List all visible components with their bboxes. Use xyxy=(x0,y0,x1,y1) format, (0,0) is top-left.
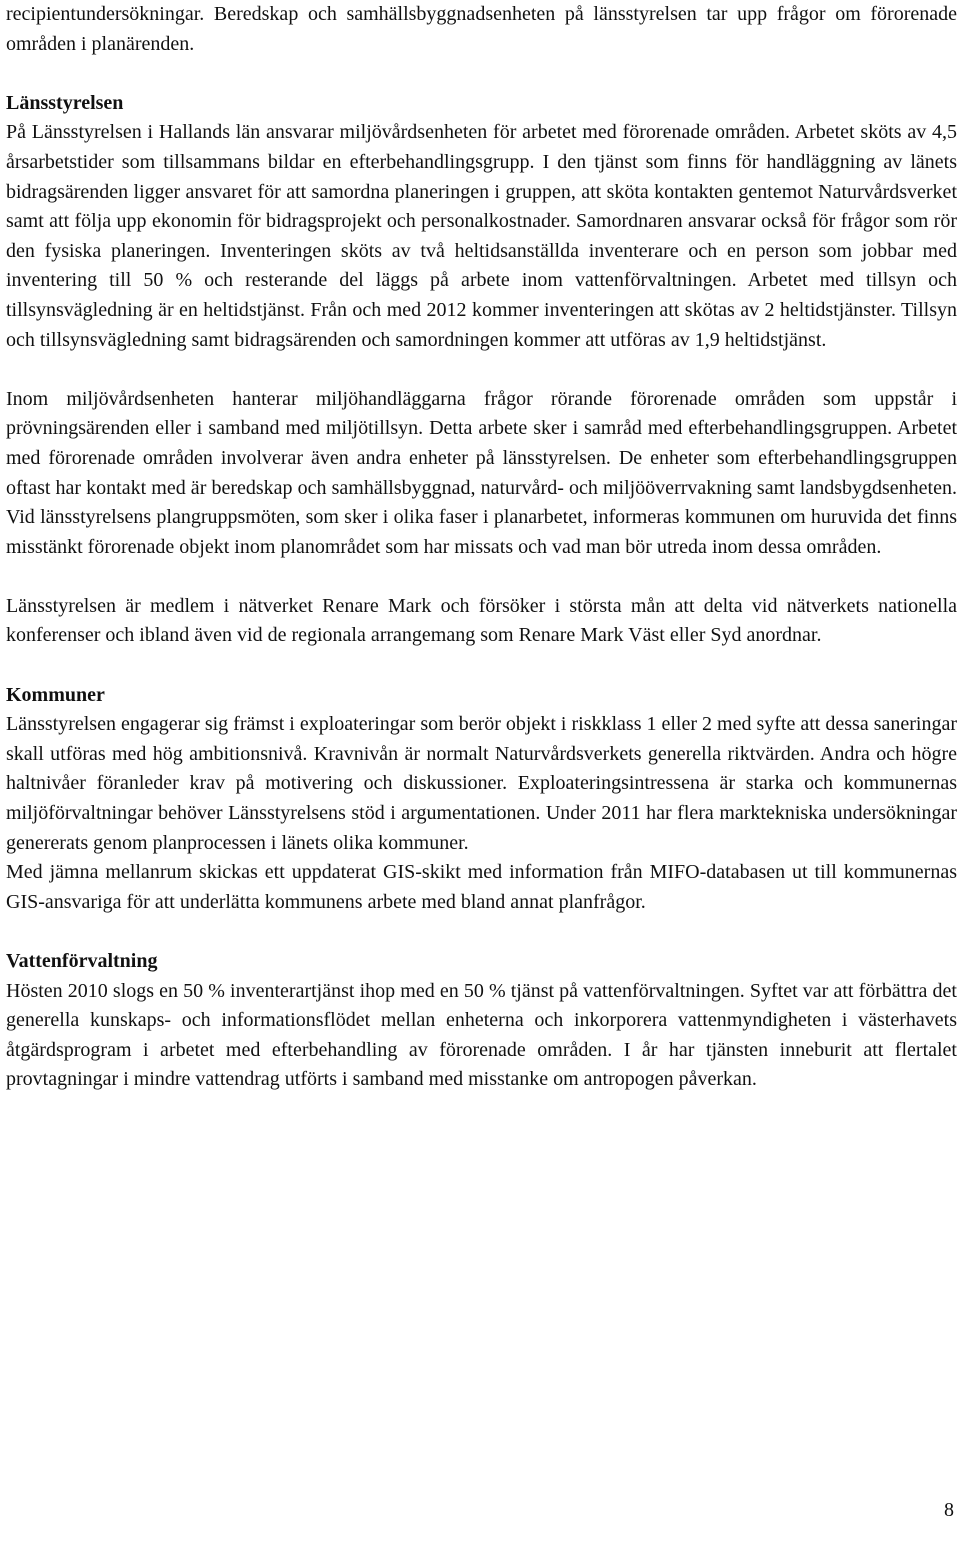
intro-paragraph: recipientundersökningar. Beredskap och samhällsbyggnadsenheten på länsstyrelsen tar upp frågor om förorenade områden i planärenden. xyxy=(6,3,957,55)
lansstyrelsen-paragraph: Inom miljövårdsenheten hanterar miljöhandläggarna frågor rörande förorenade områden som uppstår i prövningsärenden eller i samband med miljötillsyn. Detta arbete sker i samråd med efterbehandlingsgruppen. Arbetet med förorenade områden involverar även andra enheter på länsstyrelsen. De enheter som efterbehandlingsgruppen oftast har kontakt med är beredskap och samhällsbyggnad, naturvård- och miljööverrvakning samt landsbygdsenheten. Vid länsstyrelsens plangruppsmöten, som sker i olika faser i planarbetet, informeras kommunen om huruvida det finns misstänkt förorenade objekt inom planområdet som har missats och vad man bör utreda inom dessa områden. xyxy=(6,387,957,558)
vattenforvaltning-heading: Vattenförvaltning xyxy=(6,950,158,972)
lansstyrelsen-section xyxy=(6,89,957,355)
lansstyrelsen-paragraph: På Länsstyrelsen i Hallands län ansvarar miljövårdsenheten för arbetet med förorenade områden. Arbetet sköts av 4,5 årsarbetstider som tillsammans bildar en efterbehandlingsgrupp. I den tjänst som finns för handläggning av länets bidragsärenden ligger ansvaret för att samordna planeringen i gruppen, att sköta kontakten gentemot Naturvårdsverket samt att följa upp ekonomin för bidragsprojekt och personalkostnader. Samordnaren ansvarar också för frågor som rör den fysiska planeringen. Inventeringen sköts av två heltidsanställda inventerare och en person som jobbar med inventering till 50 % och resterande del läggs på arbete inom vattenförvaltningen. Arbetet med tillsyn och tillsynsvägledning är en heltidstjänst. Från och med 2012 kommer inventeringen att skötas av 2 heltidstjänster. Tillsyn och tillsynsvägledning samt bidragsärenden och samordningen kommer att utföras av 1,9 heltidstjänst. xyxy=(6,121,957,351)
kommuner-heading: Kommuner xyxy=(6,683,105,706)
lansstyrelsen-heading: Länsstyrelsen xyxy=(6,91,124,114)
vattenforvaltning-section xyxy=(6,947,957,1095)
lansstyrelsen-paragraph: Länsstyrelsen är medlem i nätverket Renare Mark och försöker i största mån att delta vid nätverkets nationella konferenser och ibland även vid de regionala arrangemang som Renare Mark Väst eller Syd anordnar. xyxy=(6,594,957,647)
document-page xyxy=(6,0,957,1125)
kommuner-paragraph: Med jämna mellanrum skickas ett uppdaterat GIS-skikt med information från MIFO-databasen ut till kommunernas GIS-ansvariga för att underlätta kommunens arbete med bland annat planfrågor. xyxy=(6,861,957,913)
vattenforvaltning-paragraph: Hösten 2010 slogs en 50 % inventerartjänst ihop med en 50 % tjänst på vattenförvaltningen. Syftet var att förbättra det generella kunskaps- och informationsflödet mellan enheterna och inkorporera vattenmyndigheten i västerhavets åtgärdsprogram i arbetet med efterbehandling av förorenade områden. I år har tjänsten inneburit att flertalet provtagningar i mindre vattendrag utförts i samband med misstanke om antropogen påverkan. xyxy=(6,979,957,1091)
lansstyrelsen-section-2 xyxy=(6,385,957,563)
kommuner-paragraph: Länsstyrelsen engagerar sig främst i exploateringar som berör objekt i riskklass 1 eller 2 med syfte att dessa saneringar skall utföras med hög ambitionsnivå. Kravnivån är normalt Naturvårdsverkets generella riktvärden. Andra och högre haltnivåer föranleder krav på motivering och diskussioner. Exploateringsintressena är starka och kommunernas miljöförvaltningar behöver Länsstyrelsens stöd i argumentationen. Under 2011 har flera marktekniska undersökningar genererats genom planprocessen i länets olika kommuner. xyxy=(6,713,957,854)
intro-section xyxy=(6,0,957,59)
page-number: 8 xyxy=(944,1499,954,1521)
kommuner-section xyxy=(6,681,957,918)
lansstyrelsen-section-3 xyxy=(6,592,957,651)
